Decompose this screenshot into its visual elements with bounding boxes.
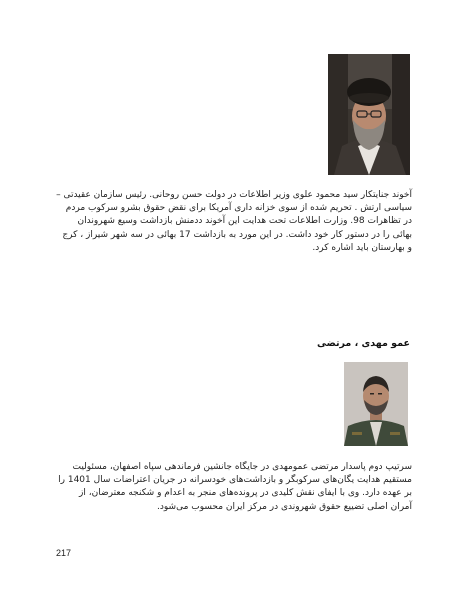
portrait-photo-amoomahdi [344,362,408,446]
page-number: 217 [56,548,72,558]
paragraph-amoomahdi: سرتیپ دوم پاسدار مرتضی عمومهدی در جایگاه جانشین فرماندهی سپاه اصفهان، مسئولیت مستقیم هدایت یگان‌های سرکوبگر و بازداشت‌های خودسرانه در جریان اعتراضات سال 1401 را بر عهده دارد. وی با ایفای نقش کلیدی در پرونده‌های منجر به اعدام و شکنجه معترضان، از آمران اصلی تضییع حقوق شهروندی در مرکز ایران محسوب می‌شود. [58,462,412,512]
paragraph-alavi: آخوند جنایتکار سید محمود علوی وزیر اطلاعات در دولت حسن روحانی. رئیس سازمان عقیدتی – سیاسی ارتش . تحریم شده از سوی خزانه داری آمریکا برای نقض حقوق بشرو سرکوب مردم در تظاهرات 98. وزارت اطلاعات تحت هدایت این آخوند ددمنش بازداشت وسیع شهروندان بهائی را در دستور کار خود داشت. در این مورد به بازداشت 17 بهائی در سه شهر شیراز ، کرج و بهارستان باید اشاره کرد. [56,190,412,253]
portrait-photo-alavi [328,54,410,175]
section-heading: عمو مهدی ، مرتضی [316,338,410,349]
